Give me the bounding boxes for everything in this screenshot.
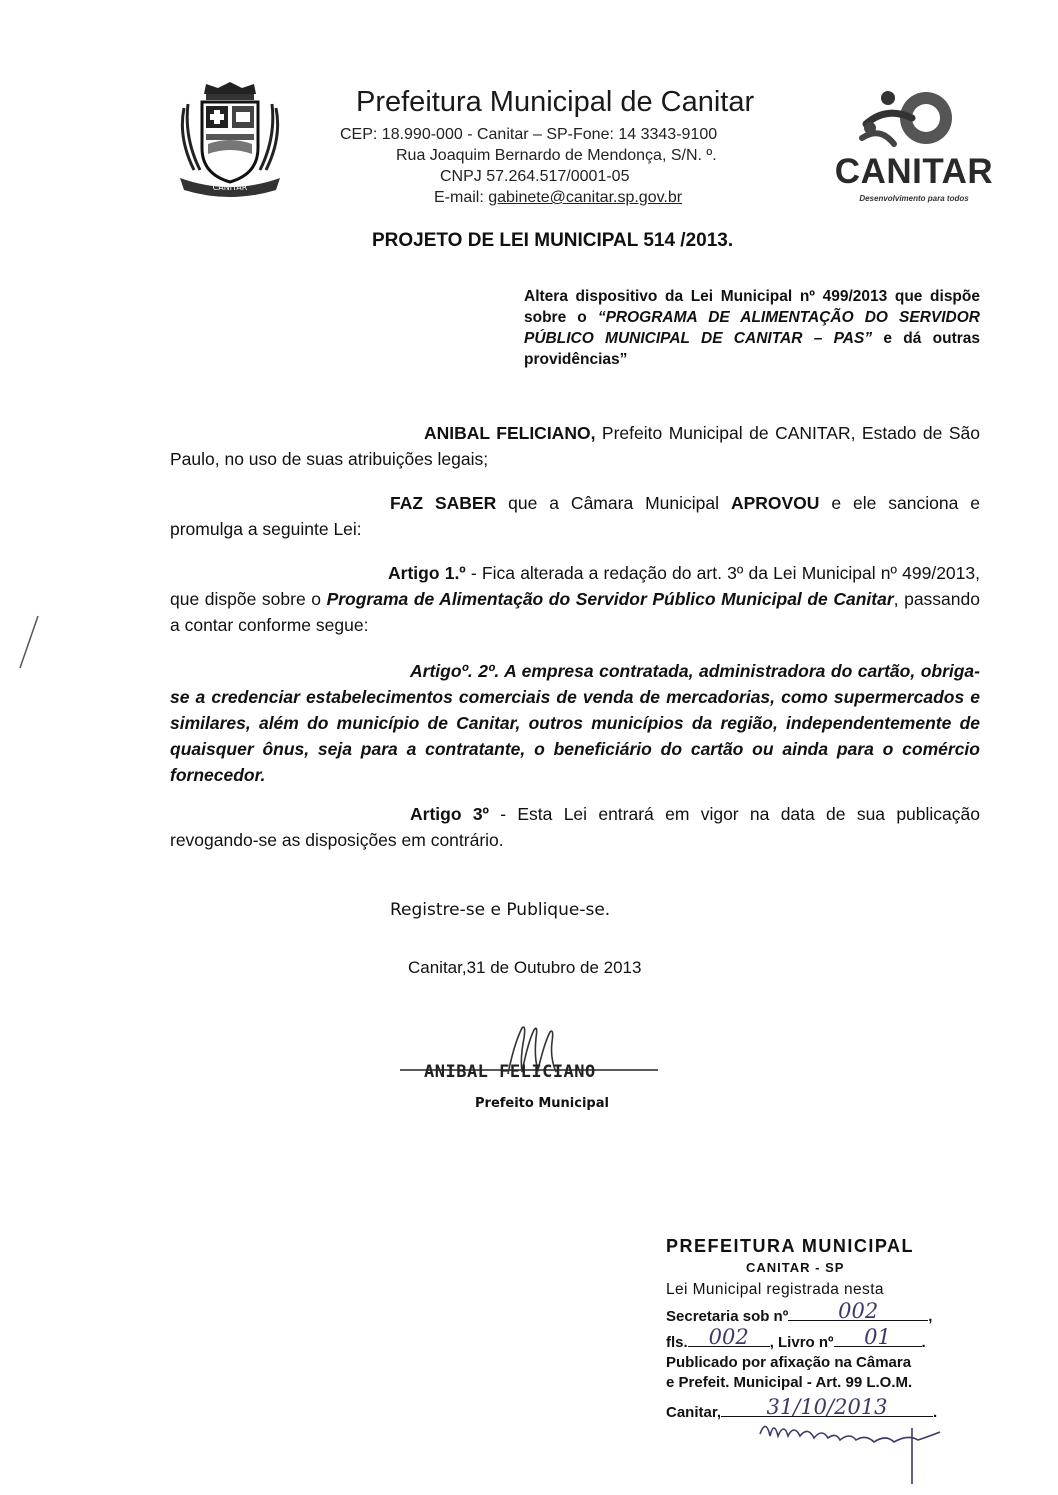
article-2-paragraph [170,658,980,788]
stamp-fls-value: 002 [708,1325,749,1349]
stamp-livro-label: , Livro nº [769,1334,834,1351]
margin-mark [14,612,44,672]
stamp-subtitle: CANITAR - SP [746,1260,845,1275]
date-line: Canitar,31 de Outubro de 2013 [408,958,642,977]
mayor-name: ANIBAL FELICIANO, [424,423,596,443]
registre-line: Registre-se e Publique-se. [390,900,611,920]
stamp-number-value: 002 [838,1299,879,1323]
stamp-line-secretaria: Secretaria sob nº 002 , [666,1299,933,1325]
stamp-signature [650,1388,990,1488]
faz-saber-text-2: e ele sanciona e promulga a seguinte Lei: [170,493,980,539]
faz-saber-paragraph [170,490,980,542]
stamp-fls-label: fls. [666,1334,688,1351]
faz-saber-text-1: que a Câmara Municipal [496,493,731,513]
preamble-text: Prefeito Municipal de CANITAR, Estado de São Paulo, no uso de suas atribuições legais; [170,423,980,469]
logo-tagline: Desenvolvimento para todos [859,194,969,203]
stamp-line-date: Canitar, 31/10/2013 . [666,1395,938,1421]
preamble-paragraph [170,420,980,472]
email-link[interactable]: gabinete@canitar.sp.gov.br [488,189,683,206]
stamp-livro-field [834,1325,922,1349]
article-1-program-name: Programa de Alimentação do Servidor Público Municipal de Canitar [326,589,894,609]
signer-name: ANIBAL FELICIANO [424,1062,596,1082]
article-3-text: - Esta Lei entrará em vigor na data de sua publicação revogando-se as disposições em contrário. [170,804,980,850]
crest-text: CANITAR [212,183,248,192]
ementa-part-a: Altera dispositivo da Lei Municipal nº 499/2013 que dispõe sobre o [524,288,980,326]
stamp-title: PREFEITURA MUNICIPAL [666,1236,914,1256]
org-name: Prefeitura Municipal de Canitar [356,86,755,118]
ementa-program-name: “PROGRAMA DE ALIMENTAÇÃO DO SERVIDOR PÚBLICO MUNICIPAL DE CANITAR – PAS” [524,309,980,347]
header-cep-phone: CEP: 18.990-000 - Canitar – SP-Fone: 14 3343-9100 [340,126,718,143]
faz-saber: FAZ SABER [390,493,497,513]
article-3-paragraph [170,801,980,853]
stamp-secretaria-label: Secretaria sob nº [666,1308,789,1325]
stamp-line-publicado: Publicado por afixação na Câmara [666,1354,912,1371]
stamp-line-registered: Lei Municipal registrada nesta [666,1281,884,1298]
document-title: PROJETO DE LEI MUNICIPAL 514 /2013. [372,230,734,251]
stamp-date-value: 31/10/2013 [766,1395,888,1419]
email-label: E-mail: [434,189,489,206]
article-3-label: Artigo 3º [410,804,489,824]
article-1-paragraph [170,560,980,638]
stamp-number-field [788,1299,928,1323]
stamp-livro-value: 01 [864,1325,891,1349]
signer-role: Prefeito Municipal [475,1096,609,1111]
header-email-line [434,189,682,207]
header-address: Rua Joaquim Bernardo de Mendonça, S/N. º. [396,147,717,164]
header-cnpj: CNPJ 57.264.517/0001-05 [440,168,630,185]
aprovou: APROVOU [730,493,820,513]
ementa-part-c: e dá outras providências” [524,330,981,368]
logo-wordmark: CANITAR [834,152,994,191]
stamp-line-lom: e Prefeit. Municipal - Art. 99 L.O.M. [666,1374,913,1391]
article-1-text-2: , passando a contar conforme segue: [170,589,980,635]
article-1-text-1: - Fica alterada a redação do art. 3º da Lei Municipal nº 499/2013, que dispõe sobre o [170,563,980,609]
stamp-fls-field [688,1325,770,1349]
article-1-label: Artigo 1.º [388,563,466,583]
article-2-text: Artigoº. 2º. A empresa contratada, administradora do cartão, obriga-se a credenciar estabelecimentos comerciais de venda de mercadorias, como supermercados e similares, além do município de Canitar, outros municípios da região, independentemente de quaisquer ônus, seja para a contratante, o beneficiário do cartão ou ainda para o comércio fornecedor. [170,661,980,785]
stamp-date-label: Canitar, [666,1404,722,1421]
municipal-crest [172,78,288,200]
stamp-line-fls: fls. 002 , Livro nº 01 . [666,1325,926,1351]
ementa [524,286,980,370]
